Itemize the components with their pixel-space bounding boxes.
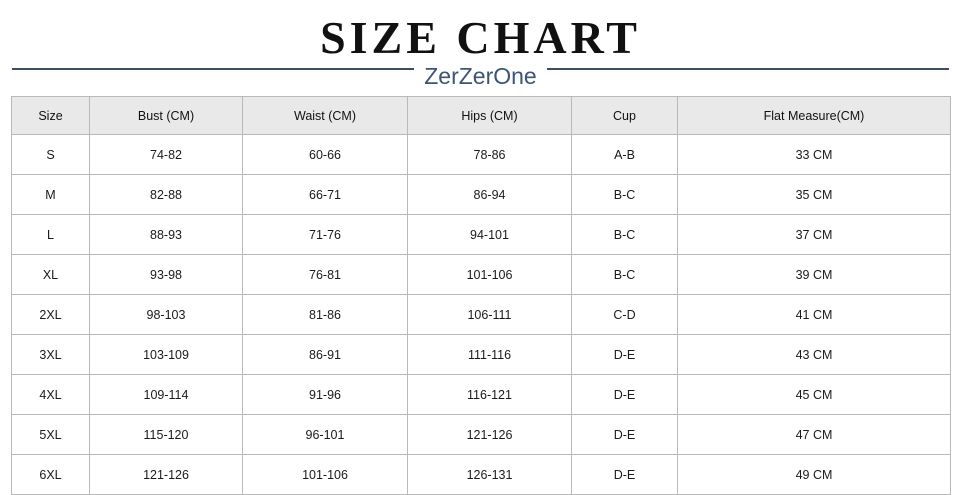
cell-bust: 82-88 <box>90 175 243 215</box>
table-row <box>12 375 951 415</box>
cell-size: 5XL <box>12 415 90 455</box>
cell-waist: 76-81 <box>243 255 408 295</box>
cell-flat-measure: 47 CM <box>678 415 951 455</box>
table-row <box>12 215 951 255</box>
cell-size: 6XL <box>12 455 90 495</box>
cell-flat-measure: 39 CM <box>678 255 951 295</box>
cell-size: M <box>12 175 90 215</box>
cell-cup: A-B <box>572 135 678 175</box>
cell-flat-measure: 43 CM <box>678 335 951 375</box>
cell-cup: B-C <box>572 215 678 255</box>
cell-bust: 121-126 <box>90 455 243 495</box>
cell-flat-measure: 35 CM <box>678 175 951 215</box>
cell-waist: 96-101 <box>243 415 408 455</box>
cell-waist: 71-76 <box>243 215 408 255</box>
cell-size: L <box>12 215 90 255</box>
cell-waist: 101-106 <box>243 455 408 495</box>
table-row <box>12 415 951 455</box>
cell-waist: 66-71 <box>243 175 408 215</box>
cell-size: XL <box>12 255 90 295</box>
column-header-cup: Cup <box>572 97 678 135</box>
cell-hips: 94-101 <box>408 215 572 255</box>
cell-waist: 91-96 <box>243 375 408 415</box>
chart-header <box>0 0 961 96</box>
cell-bust: 109-114 <box>90 375 243 415</box>
cell-cup: B-C <box>572 175 678 215</box>
cell-cup: D-E <box>572 415 678 455</box>
cell-cup: C-D <box>572 295 678 335</box>
cell-cup: B-C <box>572 255 678 295</box>
table-row <box>12 175 951 215</box>
cell-hips: 126-131 <box>408 455 572 495</box>
cell-flat-measure: 33 CM <box>678 135 951 175</box>
cell-flat-measure: 49 CM <box>678 455 951 495</box>
cell-hips: 86-94 <box>408 175 572 215</box>
table-header-row <box>12 97 951 135</box>
cell-bust: 115-120 <box>90 415 243 455</box>
column-header-size: Size <box>12 97 90 135</box>
cell-waist: 81-86 <box>243 295 408 335</box>
cell-hips: 116-121 <box>408 375 572 415</box>
column-header-flat-measure: Flat Measure(CM) <box>678 97 951 135</box>
cell-size: 4XL <box>12 375 90 415</box>
page-title: SIZE CHART <box>320 12 641 63</box>
cell-cup: D-E <box>572 455 678 495</box>
cell-bust: 93-98 <box>90 255 243 295</box>
brand-name <box>0 60 961 92</box>
cell-flat-measure: 45 CM <box>678 375 951 415</box>
cell-hips: 121-126 <box>408 415 572 455</box>
table-body <box>12 135 951 495</box>
cell-size: S <box>12 135 90 175</box>
table-row <box>12 295 951 335</box>
cell-hips: 101-106 <box>408 255 572 295</box>
cell-bust: 103-109 <box>90 335 243 375</box>
cell-bust: 88-93 <box>90 215 243 255</box>
cell-size: 2XL <box>12 295 90 335</box>
column-header-bust: Bust (CM) <box>90 97 243 135</box>
table-row <box>12 335 951 375</box>
cell-waist: 60-66 <box>243 135 408 175</box>
column-header-hips: Hips (CM) <box>408 97 572 135</box>
cell-hips: 111-116 <box>408 335 572 375</box>
table-header <box>12 97 951 135</box>
table-row <box>12 135 951 175</box>
cell-size: 3XL <box>12 335 90 375</box>
column-header-waist: Waist (CM) <box>243 97 408 135</box>
cell-bust: 74-82 <box>90 135 243 175</box>
table-row <box>12 255 951 295</box>
cell-hips: 106-111 <box>408 295 572 335</box>
size-chart-table <box>11 96 951 495</box>
cell-waist: 86-91 <box>243 335 408 375</box>
table-row <box>12 455 951 495</box>
cell-flat-measure: 41 CM <box>678 295 951 335</box>
brand-name-text: ZerZerOne <box>414 63 546 89</box>
cell-bust: 98-103 <box>90 295 243 335</box>
cell-flat-measure: 37 CM <box>678 215 951 255</box>
cell-hips: 78-86 <box>408 135 572 175</box>
cell-cup: D-E <box>572 375 678 415</box>
cell-cup: D-E <box>572 335 678 375</box>
